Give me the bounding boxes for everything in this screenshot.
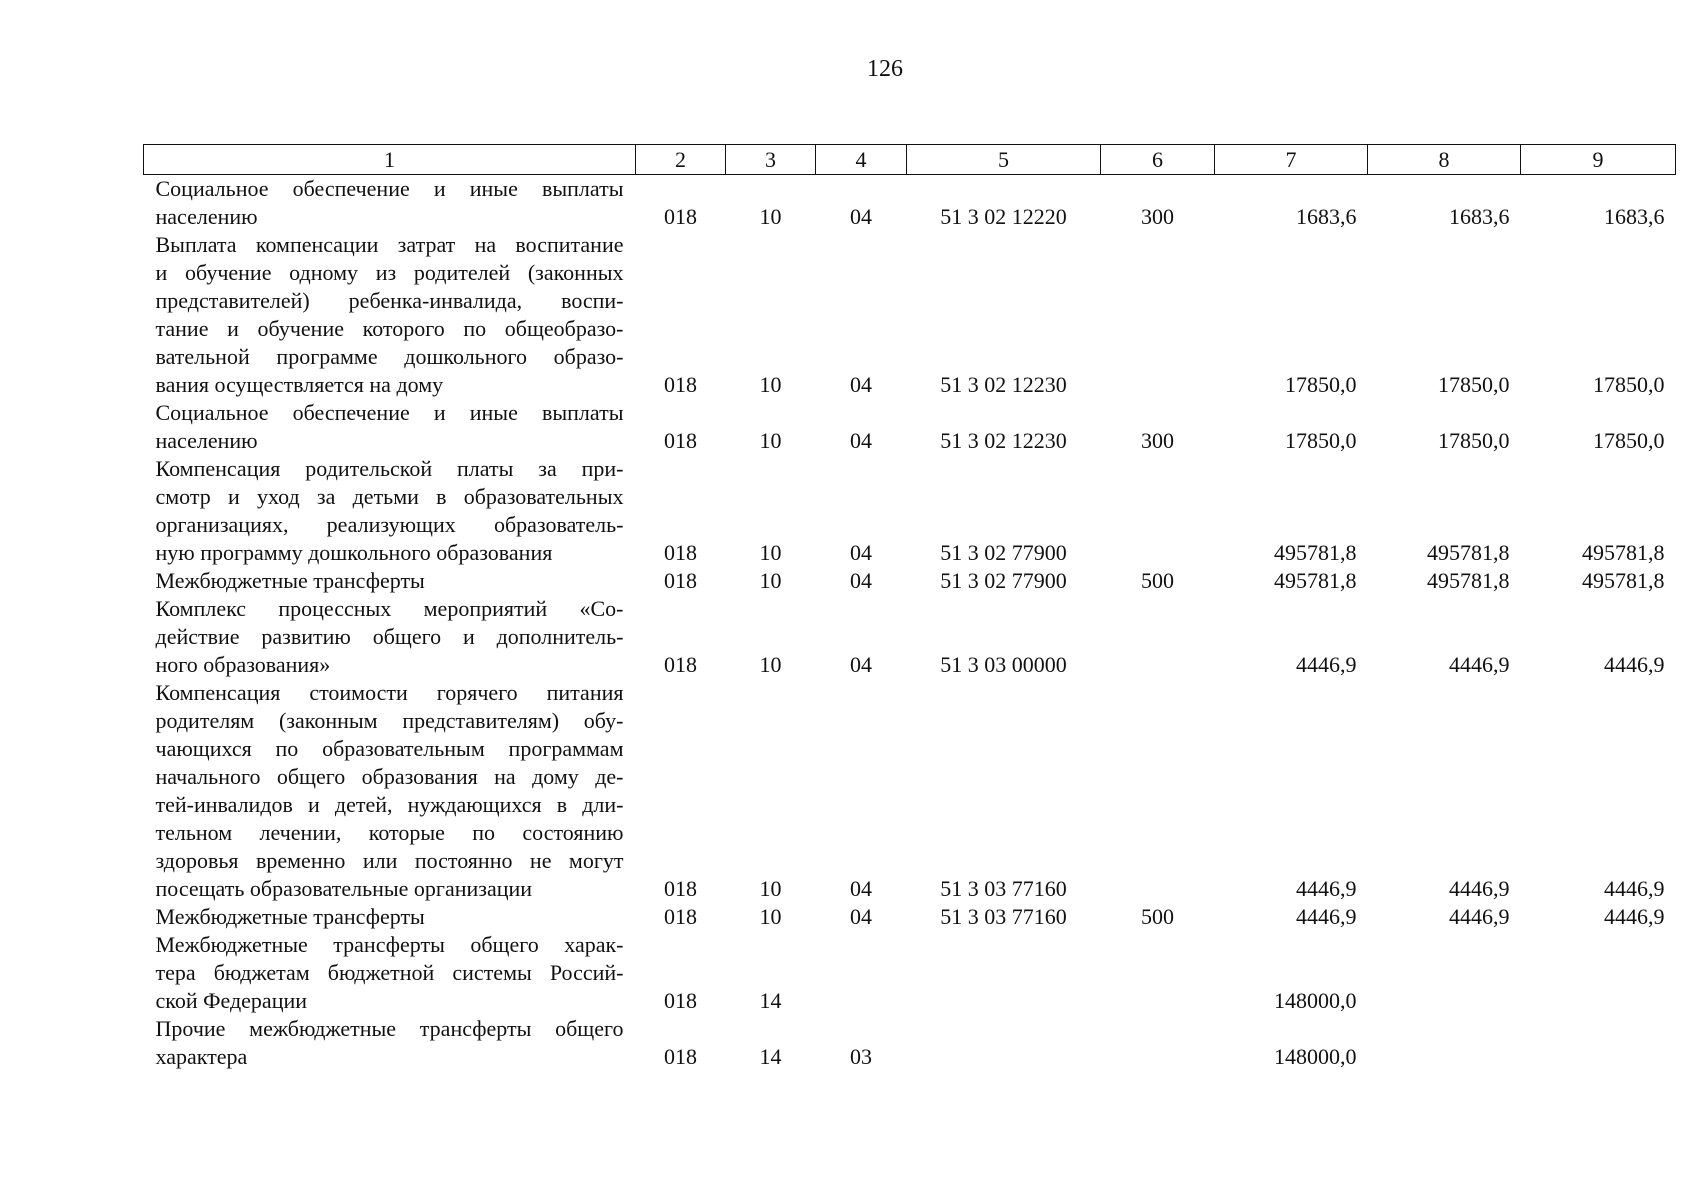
row-name <box>144 931 636 1015</box>
amount-year-1: 17850,0 <box>1285 372 1357 397</box>
row-name-line: посещать образовательные организации <box>155 876 533 901</box>
amount-year-1: 4446,9 <box>1296 904 1357 929</box>
budget-section-code: 018 <box>664 876 697 901</box>
target-article-code: 51 3 02 12230 <box>940 372 1067 397</box>
budget-section-code: 018 <box>664 372 697 397</box>
row-name <box>144 231 636 399</box>
row-name-line: представителей) ребенка-инвалида, воспи- <box>155 288 624 313</box>
header-col-6: 6 <box>1101 145 1215 175</box>
header-col-2: 2 <box>636 145 726 175</box>
row-name-line: Социальное обеспечение и иные выплаты <box>155 176 624 201</box>
row-name <box>144 679 636 903</box>
row-name-line: Межбюджетные трансферты общего харак- <box>155 932 624 957</box>
target-article-code: 51 3 03 77160 <box>940 904 1067 929</box>
section-code: 14 <box>759 1044 782 1069</box>
amount-year-2: 495781,8 <box>1427 540 1510 565</box>
amount-year-1: 495781,8 <box>1274 568 1357 593</box>
row-name <box>144 903 636 931</box>
amount-year-2: 17850,0 <box>1438 428 1510 453</box>
row-name-line: родителям (законным представителям) обу- <box>155 708 624 733</box>
amount-year-1: 148000,0 <box>1274 1044 1357 1069</box>
table-body <box>144 175 1676 1072</box>
amount-year-2: 17850,0 <box>1438 372 1510 397</box>
expense-type-code <box>1101 679 1215 903</box>
amount-year-1: 17850,0 <box>1285 428 1357 453</box>
row-name-line: населению <box>155 428 258 453</box>
amount-year-3 <box>1521 1015 1676 1071</box>
table-row <box>144 1015 1676 1071</box>
amount-year-2: 495781,8 <box>1427 568 1510 593</box>
budget-section-code: 018 <box>664 904 697 929</box>
table-row <box>144 455 1676 567</box>
row-name <box>144 567 636 595</box>
amount-year-3: 4446,9 <box>1604 876 1665 901</box>
target-article-code: 51 3 02 12220 <box>940 204 1067 229</box>
budget-section-code: 018 <box>664 428 697 453</box>
amount-year-1: 4446,9 <box>1296 652 1357 677</box>
section-code: 10 <box>759 904 782 929</box>
row-name-line: вания осуществляется на дому <box>155 372 444 397</box>
budget-section-code: 018 <box>664 540 697 565</box>
row-name-line: тей-инвалидов и детей, нуждающихся в дли- <box>155 792 624 817</box>
row-name-line: начального общего образования на дому де- <box>155 764 624 789</box>
row-name <box>144 1015 636 1071</box>
expense-type-code: 500 <box>1141 568 1174 593</box>
target-article-code <box>907 931 1101 1015</box>
amount-year-2: 4446,9 <box>1449 904 1510 929</box>
row-name-line: здоровья временно или постоянно не могут <box>155 848 624 873</box>
subsection-code: 04 <box>850 904 872 929</box>
subsection-code: 04 <box>850 372 872 397</box>
budget-section-code: 018 <box>664 988 697 1013</box>
target-article-code: 51 3 02 77900 <box>940 568 1067 593</box>
expense-type-code <box>1101 931 1215 1015</box>
table-row <box>144 175 1676 232</box>
table-row <box>144 399 1676 455</box>
row-name-line: организациях, реализующих образователь- <box>155 512 624 537</box>
row-name-line: Выплата компенсации затрат на воспитание <box>155 232 624 257</box>
row-name <box>144 175 636 232</box>
header-col-4: 4 <box>816 145 907 175</box>
row-name <box>144 399 636 455</box>
row-name-line: и обучение одному из родителей (законных <box>155 260 624 285</box>
subsection-code: 04 <box>850 204 872 229</box>
amount-year-3 <box>1521 931 1676 1015</box>
page-number: 126 <box>867 56 903 82</box>
target-article-code: 51 3 02 12230 <box>940 428 1067 453</box>
amount-year-2: 4446,9 <box>1449 652 1510 677</box>
amount-year-1: 1683,6 <box>1296 204 1357 229</box>
amount-year-2: 4446,9 <box>1449 876 1510 901</box>
table-row <box>144 903 1676 931</box>
target-article-code: 51 3 02 77900 <box>940 540 1067 565</box>
budget-section-code: 018 <box>664 1044 697 1069</box>
amount-year-1: 495781,8 <box>1274 540 1357 565</box>
section-code: 10 <box>759 876 782 901</box>
row-name-line: действие развитию общего и дополнитель- <box>155 624 624 649</box>
row-name <box>144 455 636 567</box>
expense-type-code <box>1101 455 1215 567</box>
row-name-line: Компенсация родительской платы за при- <box>155 456 624 481</box>
amount-year-3: 495781,8 <box>1582 568 1665 593</box>
row-name-line: Межбюджетные трансферты <box>155 904 425 929</box>
table-row <box>144 567 1676 595</box>
section-code: 10 <box>759 204 782 229</box>
budget-section-code: 018 <box>664 652 697 677</box>
table-row <box>144 231 1676 399</box>
header-col-5: 5 <box>907 145 1101 175</box>
header-col-7: 7 <box>1215 145 1368 175</box>
target-article-code: 51 3 03 77160 <box>940 876 1067 901</box>
amount-year-3: 495781,8 <box>1582 540 1665 565</box>
row-name-line: ную программу дошкольного образования <box>155 540 553 565</box>
expense-type-code: 500 <box>1141 904 1174 929</box>
row-name-line: смотр и уход за детьми в образовательных <box>155 484 624 509</box>
table-row <box>144 679 1676 903</box>
table-row <box>144 931 1676 1015</box>
amount-year-3: 4446,9 <box>1604 652 1665 677</box>
header-col-9: 9 <box>1521 145 1676 175</box>
amount-year-1: 148000,0 <box>1274 988 1357 1013</box>
subsection-code: 04 <box>850 540 872 565</box>
amount-year-3: 17850,0 <box>1593 428 1665 453</box>
budget-section-code: 018 <box>664 204 697 229</box>
subsection-code: 04 <box>850 428 872 453</box>
section-code: 10 <box>759 568 782 593</box>
header-col-8: 8 <box>1368 145 1521 175</box>
header-row <box>144 145 1676 175</box>
amount-year-1: 4446,9 <box>1296 876 1357 901</box>
table-row <box>144 595 1676 679</box>
amount-year-2: 1683,6 <box>1449 204 1510 229</box>
header-col-3: 3 <box>726 145 816 175</box>
row-name-line: ного образования» <box>155 652 331 677</box>
header-col-1: 1 <box>144 145 636 175</box>
row-name-line: населению <box>155 204 258 229</box>
row-name-line: чающихся по образовательным программам <box>155 736 624 761</box>
amount-year-2 <box>1368 1015 1521 1071</box>
row-name-line: характера <box>155 1044 248 1069</box>
amount-year-3: 17850,0 <box>1593 372 1665 397</box>
target-article-code <box>907 1015 1101 1071</box>
row-name-line: Прочие межбюджетные трансферты общего <box>155 1016 624 1041</box>
subsection-code: 04 <box>850 568 872 593</box>
row-name-line: тера бюджетам бюджетной системы Россий- <box>155 960 624 985</box>
expense-type-code: 300 <box>1141 204 1174 229</box>
budget-table <box>143 144 1676 1071</box>
budget-section-code: 018 <box>664 568 697 593</box>
subsection-code: 03 <box>850 1044 872 1069</box>
row-name-line: тельном лечении, которые по состоянию <box>155 820 624 845</box>
expense-type-code <box>1101 231 1215 399</box>
section-code: 10 <box>759 428 782 453</box>
section-code: 10 <box>759 652 782 677</box>
expense-type-code <box>1101 1015 1215 1071</box>
row-name-line: тание и обучение которого по общеобразо- <box>155 316 624 341</box>
amount-year-3: 4446,9 <box>1604 904 1665 929</box>
row-name-line: вательной программе дошкольного образо- <box>155 344 624 369</box>
row-name <box>144 595 636 679</box>
row-name-line: ской Федерации <box>155 988 308 1013</box>
row-name-line: Межбюджетные трансферты <box>155 568 425 593</box>
section-code: 10 <box>759 372 782 397</box>
amount-year-2 <box>1368 931 1521 1015</box>
row-name-line: Компенсация стоимости горячего питания <box>155 680 624 705</box>
section-code: 10 <box>759 540 782 565</box>
row-name-line: Комплекс процессных мероприятий «Со- <box>155 596 624 621</box>
row-name-line: Социальное обеспечение и иные выплаты <box>155 400 624 425</box>
subsection-code: 04 <box>850 876 872 901</box>
target-article-code: 51 3 03 00000 <box>940 652 1067 677</box>
subsection-code: 04 <box>850 652 872 677</box>
amount-year-3: 1683,6 <box>1604 204 1665 229</box>
subsection-code <box>816 931 907 1015</box>
section-code: 14 <box>759 988 782 1013</box>
expense-type-code <box>1101 595 1215 679</box>
expense-type-code: 300 <box>1141 428 1174 453</box>
